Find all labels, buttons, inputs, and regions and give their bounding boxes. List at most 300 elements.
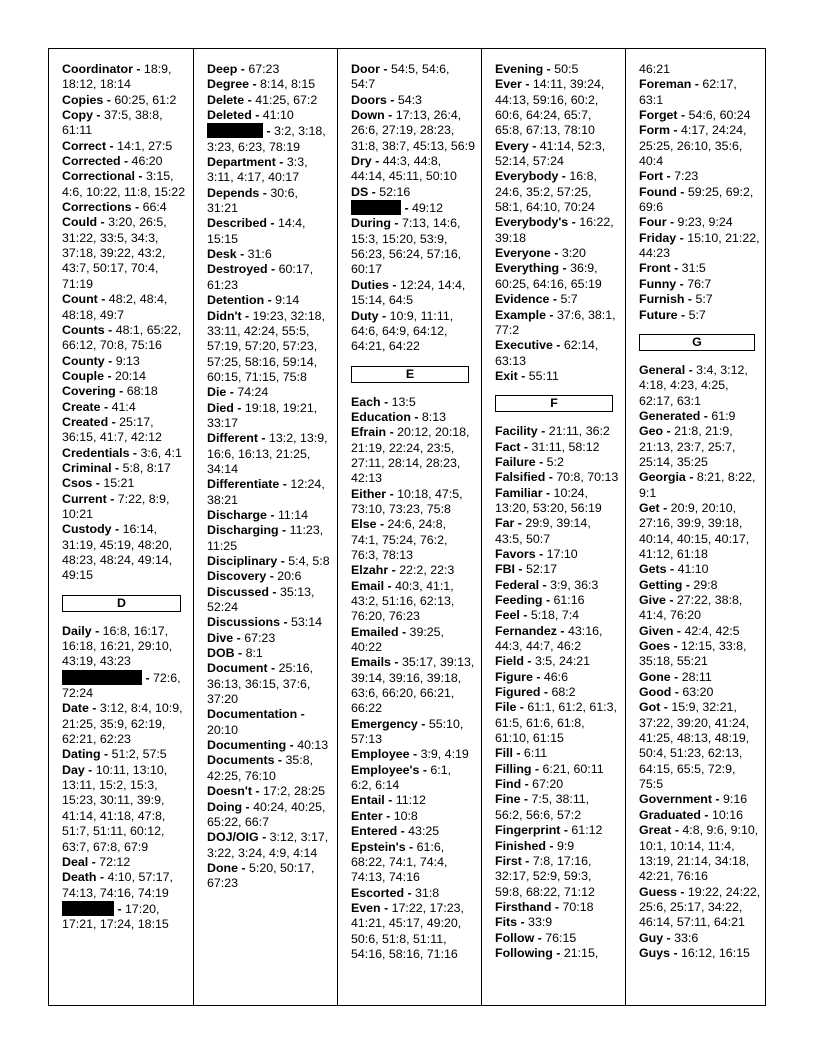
index-entry: Either - 10:18, 47:5, 73:10, 73:23, 75:8 (351, 486, 463, 516)
index-term: Daily (62, 623, 92, 638)
page-line-refs: 8:14, 8:15 (260, 77, 316, 92)
index-term: Dating (62, 747, 101, 762)
index-entry: Give - 27:22, 38:8, 41:4, 76:20 (639, 593, 743, 623)
index-term: Four (639, 215, 667, 230)
index-entry: Day - 10:11, 13:10, 13:11, 15:2, 15:3, 15:23, 30:11, 39:9, 41:14, 41:18, 47:8, 51:7, 51:11, 60:12, 63:7, 67:8, 67:9 (62, 762, 168, 854)
page-line-refs: 41:10 (262, 108, 294, 123)
page-line-refs: 9:9 (556, 838, 575, 853)
page-line-refs: 31:6 (247, 247, 272, 262)
index-column-1 (49, 49, 193, 1005)
index-entry (639, 62, 761, 77)
page-line-refs: 12:15, 33:8, 35:18, 55:21 (639, 639, 747, 669)
index-term: Good (639, 685, 672, 700)
index-term: Covering (62, 384, 116, 399)
index-term: Fits (495, 915, 518, 930)
index-term: Feeding (495, 593, 543, 607)
index-entry: Everything - 36:9, 60:25, 64:16, 65:19 (495, 261, 602, 291)
page-line-refs: 37:6, 38:1, 77:2 (495, 307, 616, 337)
index-term: Employee (351, 747, 410, 762)
index-term: Elzahr (351, 563, 389, 578)
index-term: Date (62, 701, 89, 716)
index-term: Desk (207, 247, 237, 262)
page-line-refs: 49:12 (412, 201, 444, 216)
index-entry: Fact - 31:11, 58:12 (495, 439, 600, 454)
index-term: Custody (62, 522, 112, 537)
index-entry: Criminal - 5:8, 8:17 (62, 460, 171, 475)
index-entry: Efrain - 20:12, 20:18, 21:19, 22:24, 23:5, 27:11, 28:14, 28:23, 42:13 (351, 425, 470, 486)
page-line-refs: 31:11, 58:12 (531, 439, 600, 454)
page-line-refs: 14:4, 15:15 (207, 216, 306, 246)
index-entry: Duties - 12:24, 14:4, 15:14, 64:5 (351, 277, 466, 308)
index-term: Graduated (639, 807, 701, 822)
page-line-refs: 53:14 (291, 615, 323, 630)
index-term: Feel (495, 608, 520, 623)
index-term: Deleted (207, 108, 252, 123)
page-line-refs: 16:8, 24:6, 35:2, 57:25, 58:1, 64:10, 70:24 (495, 169, 597, 215)
index-entry: Executive - 62:14, 63:13 (495, 338, 599, 368)
index-entry: Figured - 68:2 (495, 685, 576, 700)
index-entry: Copies - 60:25, 61:2 (62, 92, 177, 107)
index-term: Detention (207, 293, 265, 308)
index-entry: Figure - 46:6 (495, 669, 569, 684)
index-term: Door (351, 62, 380, 76)
page-line-refs: 28:11 (681, 669, 712, 684)
index-entry: Following - 21:15, (495, 945, 599, 960)
index-entry: Generated - 61:9 (639, 408, 736, 423)
index-term: Entered (351, 824, 398, 839)
page-line-refs: 3:3, 3:11, 4:17, 40:17 (207, 155, 308, 185)
page-line-refs: 46:21 (639, 62, 671, 76)
index-entry: Every - 41:14, 52:3, 52:14, 57:24 (495, 138, 606, 169)
page-line-refs: 46:6 (543, 669, 569, 684)
index-entry: Discovery - 20:6 (207, 569, 302, 584)
index-term: Could (62, 215, 98, 230)
page-line-refs: 11:23, 11:25 (207, 523, 324, 553)
page-line-refs: 44:3, 44:8, 44:14, 45:11, 50:10 (351, 154, 457, 184)
index-term: Entail (351, 793, 385, 808)
index-term: Correct (62, 138, 107, 153)
index-entry: Fits - 33:9 (495, 915, 553, 930)
index-entry: Emailed - 39:25, 40:22 (351, 624, 444, 655)
page-line-refs: 39:25, 40:22 (351, 624, 444, 655)
index-term: Dive (207, 630, 234, 645)
page-line-refs: 54:3 (397, 92, 422, 107)
page-line-refs: 50:5 (554, 62, 579, 76)
index-entry: Duty - 10:9, 11:11, 64:6, 64:9, 64:12, 64:21, 64:22 (351, 308, 454, 354)
index-term: Discussions (207, 615, 280, 630)
index-entry: Enter - 10:8 (351, 808, 418, 823)
page-line-refs: 3:2, 3:18, 3:23, 6:23, 78:19 (207, 124, 326, 154)
page-line-refs: 16:14, 31:19, 45:19, 48:20, 48:23, 48:24, 49:14, 49:15 (62, 522, 173, 583)
page-line-refs: 35:8, 42:25, 76:10 (207, 753, 314, 783)
index-entry: Get - 20:9, 20:10, 27:16, 39:9, 39:18, 40:14, 40:15, 40:17, 41:12, 61:18 (639, 500, 750, 561)
index-term: Employee's (351, 762, 420, 777)
index-term: DOJ/OIG (207, 830, 259, 845)
index-term: Friday (639, 230, 677, 245)
index-entry: Gets - 41:10 (639, 562, 709, 577)
index-entry: Created - 25:17, 36:15, 41:7, 42:12 (62, 414, 162, 445)
page-line-refs: 7:8, 17:16, 32:17, 52:9, 59:3, 59:8, 68:22, 71:12 (495, 853, 595, 899)
index-entry: Field - 3:5, 24:21 (495, 654, 591, 669)
index-term: Copy (62, 108, 93, 123)
index-term: Differentiate (207, 477, 280, 492)
page-line-refs: 4:10, 57:17, 74:13, 74:16, 74:19 (62, 870, 173, 900)
page-line-refs: 51:2, 57:5 (111, 747, 167, 762)
index-term: Documenting (207, 738, 287, 753)
index-entry: Fine - 7:5, 38:11, 56:2, 56:6, 57:2 (495, 792, 590, 822)
index-entry: Guy - 33:6 (639, 930, 699, 945)
page-line-refs: 21:11, 36:2 (548, 424, 610, 439)
index-entry: Getting - 29:8 (639, 577, 718, 592)
index-column-2 (193, 49, 337, 1005)
page-line-refs: 20:10 (207, 722, 239, 737)
index-entry: Elzahr - 22:2, 22:3 (351, 563, 455, 578)
page-line-refs: 20:14 (115, 368, 147, 383)
index-entry: Federal - 3:9, 36:3 (495, 577, 599, 592)
page-line-refs: 48:1, 65:22, 66:12, 70:8, 75:16 (62, 322, 182, 353)
page-line-refs: 12:24, 14:4, 15:14, 64:5 (351, 277, 466, 308)
index-entry: File - 61:1, 61:2, 61:3, 61:5, 61:6, 61:8, 61:10, 61:15 (495, 700, 617, 746)
index-term: Deal (62, 854, 89, 869)
index-term: Gone (639, 669, 671, 684)
index-entry: Copy - 37:5, 38:8, 61:11 (62, 108, 163, 138)
index-term: Georgia (639, 470, 686, 485)
index-term: Either (351, 486, 387, 501)
index-entry: Four - 9:23, 9:24 (639, 215, 733, 230)
page-line-refs: 19:18, 19:21, 33:17 (207, 400, 318, 430)
index-term: Firsthand (495, 899, 552, 914)
index-entry: Government - 9:16 (639, 792, 748, 807)
index-entry: Finished - 9:9 (495, 838, 575, 853)
page-line-refs: 14:11, 39:24, 44:13, 59:16, 60:2, 60:6, 64:24, 65:7, 65:8, 67:13, 78:10 (495, 77, 605, 138)
index-term: Documentation (207, 707, 298, 722)
index-entry: - 49:12 (351, 200, 475, 216)
index-entry: Covering - 68:18 (62, 384, 158, 399)
index-term: Figured (495, 685, 541, 700)
page-line-refs: 14:1, 27:5 (117, 138, 173, 153)
index-entry: Corrections - 66:4 (62, 200, 167, 215)
page-line-refs: 25:17, 36:15, 41:7, 42:12 (62, 414, 162, 445)
page-line-refs: 5:8, 8:17 (122, 460, 171, 475)
index-term: Form (639, 123, 670, 138)
index-entry: Falsified - 70:8, 70:13 (495, 470, 619, 485)
index-term: Fine (495, 792, 521, 807)
page-line-refs: 5:7 (560, 292, 578, 307)
page-line-refs: 40:3, 41:1, 43:2, 51:16, 62:13, 76:20, 76:23 (351, 578, 455, 624)
page-line-refs: 43:16, 44:3, 44:7, 46:2 (495, 623, 603, 654)
page-line-refs: 10:8 (393, 808, 418, 823)
page-line-refs: 21:15, (563, 945, 599, 960)
page-line-refs: 3:20, 26:5, 31:22, 33:5, 34:3, 37:18, 39:22, 43:2, 43:7, 50:17, 70:4, 71:19 (62, 215, 167, 291)
page-line-refs: 43:25 (408, 824, 440, 839)
index-entry: DOB - 8:1 (207, 646, 263, 661)
index-term: Documents (207, 753, 275, 768)
index-term: Furnish (639, 292, 685, 307)
index-term: Great (639, 823, 672, 838)
page-line-refs: 30:6, 31:21 (207, 185, 298, 216)
index-entry: Foreman - 62:17, 63:1 (639, 77, 737, 107)
page-line-refs: 76:15 (545, 930, 577, 945)
index-term: Discussed (207, 584, 269, 599)
index-entry: Funny - 76:7 (639, 276, 712, 291)
index-term: Front (639, 261, 671, 276)
page-line-refs: 31:5 (681, 261, 706, 276)
page-line-refs: 46:20 (131, 154, 163, 169)
page-line-refs: 74:24 (237, 385, 269, 400)
index-term: Enter (351, 808, 383, 823)
index-term: Facility (495, 424, 538, 439)
index-term: Doing (207, 799, 243, 814)
index-entry: Feeding - 61:16 (495, 593, 585, 607)
index-entry: Correctional - 3:15, 4:6, 10:22, 11:8, 15:22 (62, 169, 186, 199)
page-line-refs: 55:11 (528, 368, 559, 383)
index-term: Corrections (62, 200, 132, 215)
index-term: Emergency (351, 716, 418, 731)
page-line-refs: 5:2 (546, 454, 564, 469)
index-entry: FBI - 52:17 (495, 562, 557, 577)
page-line-refs: 3:12, 3:17, 3:22, 3:24, 4:9, 4:14 (207, 830, 329, 860)
index-term: Correctional (62, 169, 135, 184)
index-entry: Count - 48:2, 48:4, 48:18, 49:7 (62, 292, 168, 322)
index-term: Disciplinary (207, 554, 278, 568)
page-line-refs: 67:20 (532, 777, 564, 792)
page-line-refs: 9:13 (115, 353, 140, 368)
redaction-bar (207, 123, 263, 138)
index-term: Every (495, 138, 529, 153)
index-entry: Employee - 3:9, 4:19 (351, 747, 469, 762)
index-term: Give (639, 593, 666, 607)
index-term: Filling (495, 761, 532, 776)
page-line-refs: 8:21, 8:22, 9:1 (639, 470, 756, 500)
index-term: Guy (639, 930, 664, 945)
page-line-refs: 54:5, 54:6, 54:7 (351, 62, 450, 92)
index-entry: Discussed - 35:13, 52:24 (207, 584, 315, 615)
page-line-refs: 16:8, 16:17, 16:18, 16:21, 29:10, 43:19, 43:23 (62, 623, 173, 669)
page-line-refs: 52:17 (525, 562, 557, 577)
page-line-refs: 8:1 (245, 646, 263, 661)
page-line-refs: 36:9, 60:25, 64:16, 65:19 (495, 261, 602, 291)
page-line-refs: 3:6, 4:1 (140, 445, 182, 460)
index-entry: Emergency - 55:10, 57:13 (351, 716, 464, 747)
page-line-refs: 18:9, 18:12, 18:14 (62, 62, 172, 92)
index-term: Escorted (351, 885, 405, 900)
index-entry: Failure - 5:2 (495, 454, 564, 469)
index-entry: Found - 59:25, 69:2, 69:6 (639, 184, 754, 215)
index-entry: Department - 3:3, 3:11, 4:17, 40:17 (207, 155, 308, 185)
page-line-refs: 37:5, 38:8, 61:11 (62, 108, 163, 138)
index-entry: Deal - 72:12 (62, 854, 131, 869)
index-term: Failure (495, 454, 536, 469)
index-term: Die (207, 385, 227, 400)
index-term: Example (495, 307, 546, 322)
page-line-refs: 61:1, 61:2, 61:3, 61:5, 61:6, 61:8, 61:10, 61:15 (495, 700, 617, 746)
index-entry: Degree - 8:14, 8:15 (207, 77, 316, 92)
index-term: Falsified (495, 470, 546, 485)
page-line-refs: 72:12 (99, 854, 131, 869)
index-term: Duties (351, 277, 389, 292)
page-line-refs: 10:18, 47:5, 73:10, 73:23, 75:8 (351, 486, 463, 516)
index-entry: Gone - 28:11 (639, 669, 712, 684)
index-entry: DS - 52:16 (351, 184, 411, 199)
index-term: Each (351, 394, 381, 409)
index-term: DOB (207, 646, 235, 661)
redaction-bar (62, 901, 114, 916)
index-term: Current (62, 491, 107, 506)
index-entry: Familiar - 10:24, 13:20, 53:20, 56:19 (495, 485, 602, 515)
page-line-refs: 5:20, 50:17, 67:23 (207, 860, 315, 891)
index-entry: Differentiate - 12:24, 38:21 (207, 477, 325, 507)
index-entry: Dating - 51:2, 57:5 (62, 747, 167, 762)
index-entry: During - 7:13, 14:6, 15:3, 15:20, 53:9, 56:23, 56:24, 57:16, 60:17 (351, 216, 462, 277)
index-entry: Email - 40:3, 41:1, 43:2, 51:16, 62:13, 76:20, 76:23 (351, 578, 455, 624)
index-entry: Custody - 16:14, 31:19, 45:19, 48:20, 48:23, 48:24, 49:14, 49:15 (62, 522, 173, 583)
index-entry: Document - 25:16, 36:13, 36:15, 37:6, 37:20 (207, 661, 314, 707)
index-entry: Die - 74:24 (207, 385, 269, 400)
index-term: Field (495, 654, 524, 669)
index-entry: Documents - 35:8, 42:25, 76:10 (207, 753, 314, 783)
page-line-refs: 13:5 (391, 394, 416, 409)
page-line-refs: 13:2, 13:9, 16:6, 16:13, 21:25, 34:14 (207, 431, 328, 476)
index-entry: Forget - 54:6, 60:24 (639, 108, 751, 123)
page-line-refs: 41:14, 52:3, 52:14, 57:24 (495, 138, 606, 169)
index-term: Destroyed (207, 262, 268, 277)
index-term: Epstein's (351, 839, 406, 854)
page-line-refs: 35:13, 52:24 (207, 584, 315, 615)
index-entry: Documentation - 20:10 (207, 707, 305, 737)
page-line-refs: 7:5, 38:11, 56:2, 56:6, 57:2 (495, 792, 590, 822)
index-term: Got (639, 700, 661, 715)
index-term: Criminal (62, 460, 112, 475)
index-entry: Firsthand - 70:18 (495, 899, 594, 914)
index-term: Even (351, 900, 381, 915)
page-line-refs: 62:14, 63:13 (495, 338, 599, 368)
page-line-refs: 72:6, 72:24 (62, 670, 181, 701)
index-term: General (639, 362, 686, 377)
page-line-refs: 17:2, 28:25 (262, 784, 325, 799)
index-term: Didn't (207, 308, 242, 323)
index-entry: Find - 67:20 (495, 777, 564, 792)
index-entry: Example - 37:6, 38:1, 77:2 (495, 307, 616, 337)
index-entry: Georgia - 8:21, 8:22, 9:1 (639, 470, 756, 500)
index-entry: Door - 54:5, 54:6, 54:7 (351, 62, 450, 92)
index-term: Fernandez (495, 623, 557, 638)
page-line-refs: 61:16 (553, 593, 585, 607)
index-term: Funny (639, 276, 677, 291)
index-entry: Else - 24:6, 24:8, 74:1, 75:24, 76:2, 76:3, 78:13 (351, 517, 448, 562)
page-line-refs: 25:16, 36:13, 36:15, 37:6, 37:20 (207, 661, 314, 707)
page-line-refs: 16:12, 16:15 (681, 945, 750, 960)
index-entry: - 72:6, 72:24 (62, 670, 181, 701)
index-term: Email (351, 578, 385, 593)
index-term: Depends (207, 185, 260, 200)
page-line-refs: 41:10 (677, 562, 709, 577)
index-entry: Doors - 54:3 (351, 92, 422, 107)
page-line-refs: 10:24, 13:20, 53:20, 56:19 (495, 485, 602, 515)
index-entry: Everybody's - 16:22, 39:18 (495, 215, 614, 245)
index-entry: Ever - 14:11, 39:24, 44:13, 59:16, 60:2, 60:6, 64:24, 65:7, 65:8, 67:13, 78:10 (495, 77, 605, 138)
index-term: Figure (495, 669, 533, 684)
index-entry: Create - 41:4 (62, 399, 136, 414)
index-entry: Emails - 35:17, 39:13, 39:14, 39:16, 39:18, 63:6, 66:20, 66:21, 66:22 (351, 655, 475, 716)
index-term: Everyone (495, 246, 551, 261)
page-line-refs: 17:22, 17:23, 41:21, 45:17, 49:20, 50:6, 51:8, 51:11, 54:16, 58:16, 71:16 (351, 900, 464, 961)
index-term: Fill (495, 746, 513, 761)
index-entry: Disciplinary - 5:4, 5:8 (207, 554, 330, 568)
index-page-frame (48, 48, 766, 1006)
index-term: Government (639, 792, 712, 807)
index-term: Fact (495, 439, 521, 454)
index-term: Coordinator (62, 62, 133, 76)
page-line-refs: 55:10, 57:13 (351, 716, 464, 747)
page-line-refs: 40:13 (297, 738, 329, 753)
page-line-refs: 59:25, 69:2, 69:6 (639, 184, 754, 215)
index-term: Finished (495, 838, 546, 853)
page-line-refs: 40:24, 40:25, 65:22, 66:7 (207, 799, 326, 829)
page-line-refs: 76:7 (687, 276, 712, 291)
index-term: Executive (495, 338, 553, 353)
index-entry: Depends - 30:6, 31:21 (207, 185, 298, 216)
index-term: Foreman (639, 77, 692, 92)
index-entry: County - 9:13 (62, 353, 140, 368)
page-line-refs: 20:12, 20:18, 21:19, 22:24, 23:5, 27:11, 28:14, 28:23, 42:13 (351, 425, 470, 486)
index-entry: Facility - 21:11, 36:2 (495, 424, 610, 439)
index-term: Given (639, 623, 674, 638)
page-line-refs: 33:9 (528, 915, 553, 930)
page-line-refs: 3:5, 24:21 (534, 654, 591, 669)
index-entry: General - 3:4, 3:12, 4:18, 4:23, 4:25, 62:17, 63:1 (639, 362, 748, 408)
page-line-refs: 4:8, 9:6, 9:10, 10:1, 10:14, 11:4, 13:19, 21:14, 34:18, 42:21, 76:16 (639, 823, 759, 884)
page-line-refs: 8:13 (421, 409, 447, 424)
index-entry: Fort - 7:23 (639, 169, 699, 184)
redaction-bar (62, 670, 142, 685)
index-term: Discharge (207, 507, 267, 522)
page-line-refs: 41:4 (111, 399, 136, 414)
page-line-refs: 7:13, 14:6, 15:3, 15:20, 53:9, 56:23, 56:24, 57:16, 60:17 (351, 216, 462, 277)
index-term: Far (495, 516, 515, 531)
index-entry: Form - 4:17, 24:24, 25:25, 26:10, 35:6, 40:4 (639, 123, 747, 169)
index-term: Everybody (495, 169, 559, 184)
index-term: DS (351, 184, 369, 199)
index-term: Federal (495, 577, 540, 592)
index-term: Familiar (495, 485, 543, 500)
index-column-5 (625, 49, 767, 1005)
page-line-refs: 27:22, 38:8, 41:4, 76:20 (639, 593, 743, 623)
page-line-refs: 3:15, 4:6, 10:22, 11:8, 15:22 (62, 169, 186, 199)
index-term: Delete (207, 92, 245, 107)
page-line-refs: 52:16 (379, 184, 411, 199)
page-line-refs: 5:7 (695, 292, 713, 307)
page-line-refs: 60:17, 61:23 (207, 262, 314, 292)
page-line-refs: 31:8 (415, 885, 440, 900)
index-term: Ever (495, 77, 522, 92)
page-line-refs: 6:21, 60:11 (542, 761, 604, 776)
page-line-refs: 11:12 (395, 793, 426, 808)
index-entry: Even - 17:22, 17:23, 41:21, 45:17, 49:20, 50:6, 51:8, 51:11, 54:16, 58:16, 71:16 (351, 900, 464, 961)
index-term: Guys (639, 945, 670, 960)
page-line-refs: 9:16 (723, 792, 748, 807)
index-entry: Evidence - 5:7 (495, 292, 578, 307)
index-entry: Delete - 41:25, 67:2 (207, 92, 318, 107)
index-entry: Deep - 67:23 (207, 62, 280, 76)
index-entry: Escorted - 31:8 (351, 885, 440, 900)
index-entry: - 3:2, 3:18, 3:23, 6:23, 78:19 (207, 124, 326, 154)
index-entry: Doing - 40:24, 40:25, 65:22, 66:7 (207, 799, 326, 829)
index-entry: Counts - 48:1, 65:22, 66:12, 70:8, 75:16 (62, 322, 182, 353)
index-entry: Favors - 17:10 (495, 546, 578, 561)
index-entry: Correct - 14:1, 27:5 (62, 138, 173, 153)
page-line-refs: 4:17, 24:24, 25:25, 26:10, 35:6, 40:4 (639, 123, 747, 169)
index-term: Csos (62, 476, 93, 491)
